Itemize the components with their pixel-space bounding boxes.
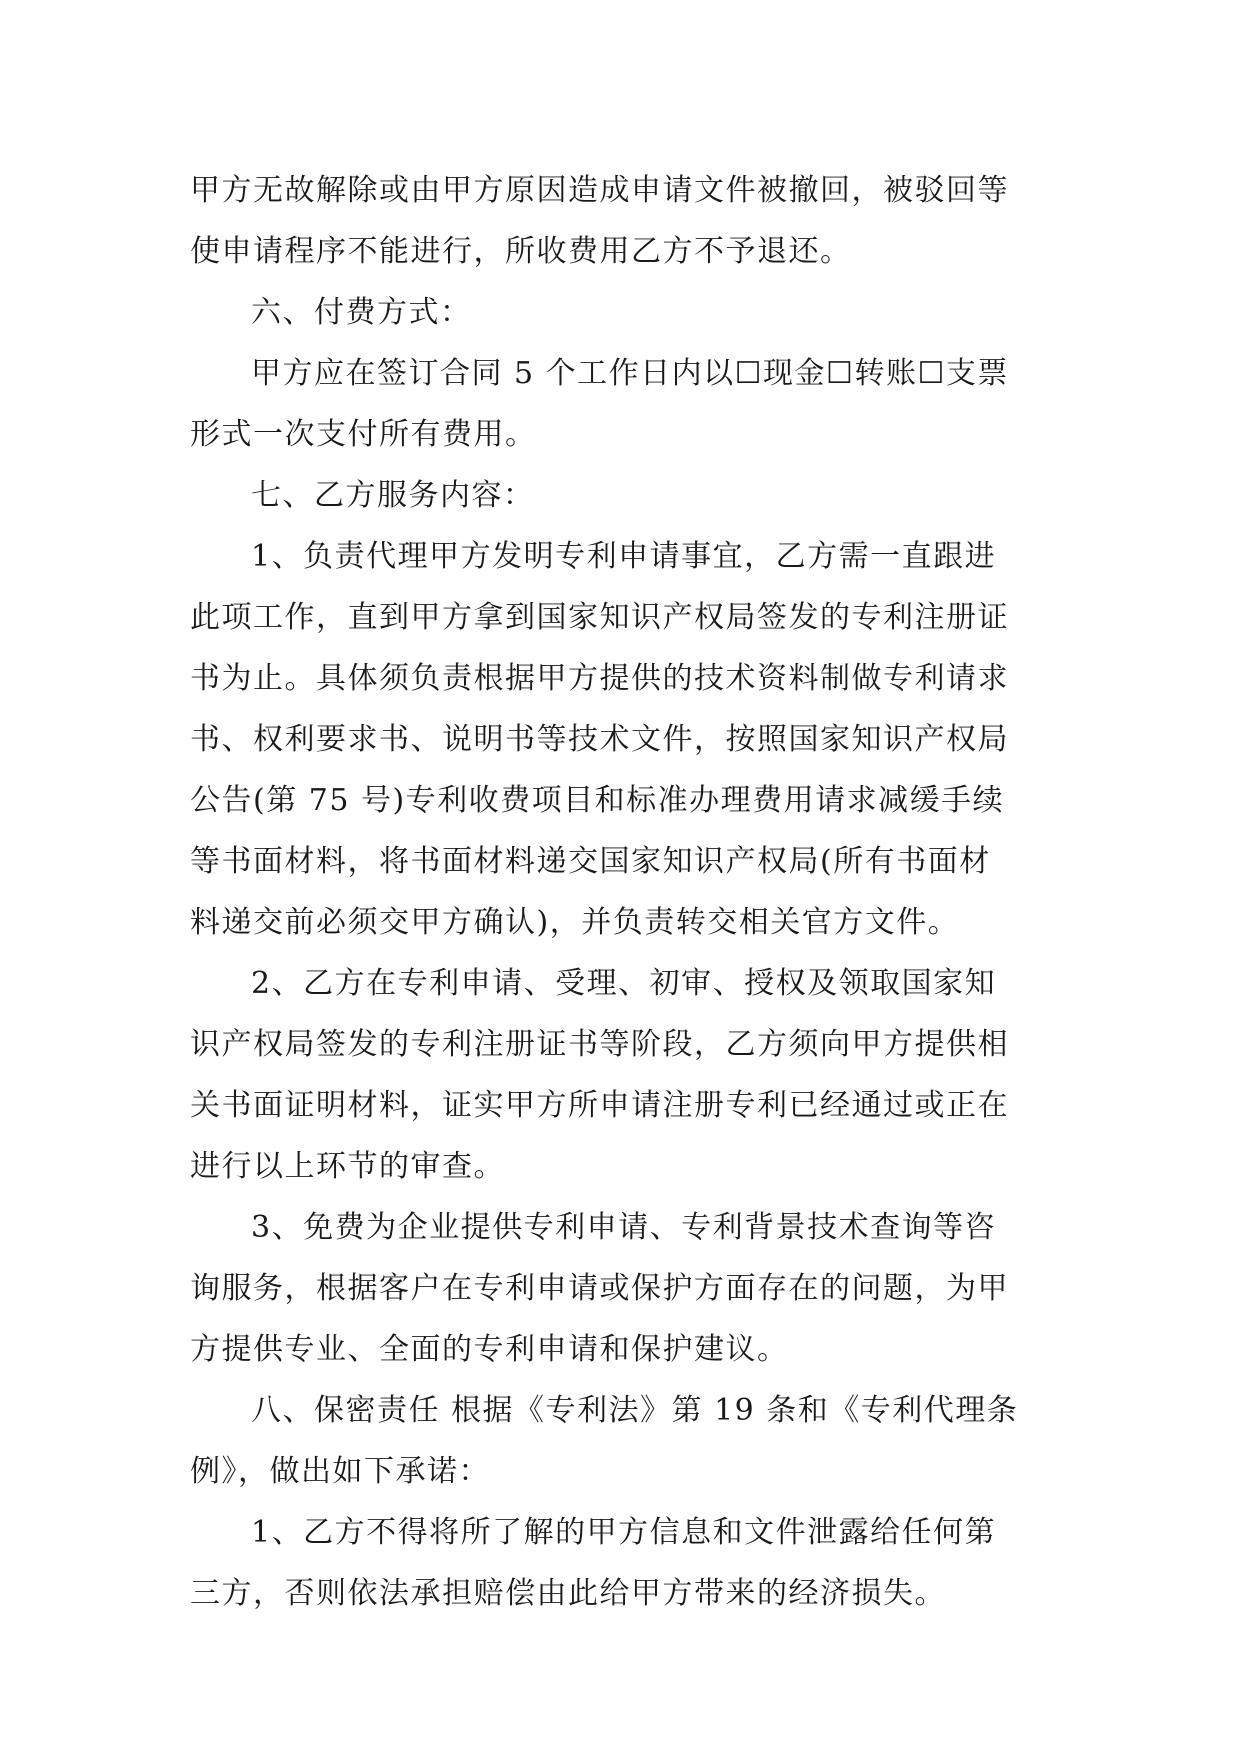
paragraph-service-1: [190, 526, 1050, 953]
text-line: 识产权局签发的专利注册证书等阶段，乙方须向甲方提供相: [190, 1027, 1009, 1062]
text-line: 1、负责代理甲方发明专利申请事宜，乙方需一直跟进: [251, 539, 997, 574]
heading-line: 八、保密责任 根据《专利法》第 19 条和《专利代理条: [251, 1393, 1019, 1428]
paragraph-confidentiality-1: [190, 1502, 1050, 1624]
paragraph-payment-method: [190, 343, 1050, 465]
text-line: 料递交前必须交甲方确认)，并负责转交相关官方文件。: [190, 905, 960, 940]
heading-line: 六、付费方式：: [251, 295, 472, 330]
text-line: 等书面材料，将书面材料递交国家知识产权局(所有书面材: [190, 844, 991, 879]
text-line: 甲方无故解除或由甲方原因造成申请文件被撤回，被驳回等: [190, 173, 1009, 208]
text-line: 1、乙方不得将所了解的甲方信息和文件泄露给任何第: [251, 1515, 997, 1550]
text-line: 使申请程序不能进行，所收费用乙方不予退还。: [190, 234, 852, 269]
section-heading-payment: [190, 282, 1050, 343]
text-line: 询服务，根据客户在专利申请或保护方面存在的问题，为甲: [190, 1271, 1009, 1306]
text-line: 书、权利要求书、说明书等技术文件，按照国家知识产权局: [190, 722, 1009, 757]
text-line: 三方，否则依法承担赔偿由此给甲方带来的经济损失。: [190, 1576, 946, 1611]
text-line: 例》，做出如下承诺：: [190, 1454, 490, 1489]
text-line: 3、免费为企业提供专利申请、专利背景技术查询等咨: [251, 1210, 997, 1245]
section-heading-confidentiality: [190, 1380, 1050, 1502]
text-line: 甲方应在签订合同 5 个工作日内以☐现金☐转账☐支票: [251, 356, 1009, 391]
text-line: 进行以上环节的审查。: [190, 1149, 505, 1184]
text-line: 公告(第 75 号)专利收费项目和标准办理费用请求减缓手续: [190, 783, 1005, 818]
text-line: 方提供专业、全面的专利申请和保护建议。: [190, 1332, 789, 1367]
heading-line: 七、乙方服务内容：: [251, 478, 535, 513]
paragraph-cancellation: [190, 160, 1050, 282]
text-line: 关书面证明材料，证实甲方所申请注册专利已经通过或正在: [190, 1088, 1009, 1123]
document-page: [190, 160, 1050, 1624]
text-line: 形式一次支付所有费用。: [190, 417, 537, 452]
text-line: 2、乙方在专利申请、受理、初审、授权及领取国家知: [251, 966, 997, 1001]
paragraph-service-3: [190, 1197, 1050, 1380]
paragraph-service-2: [190, 953, 1050, 1197]
section-heading-services: [190, 465, 1050, 526]
text-line: 书为止。具体须负责根据甲方提供的技术资料制做专利请求: [190, 661, 1009, 696]
text-line: 此项工作，直到甲方拿到国家知识产权局签发的专利注册证: [190, 600, 1009, 635]
